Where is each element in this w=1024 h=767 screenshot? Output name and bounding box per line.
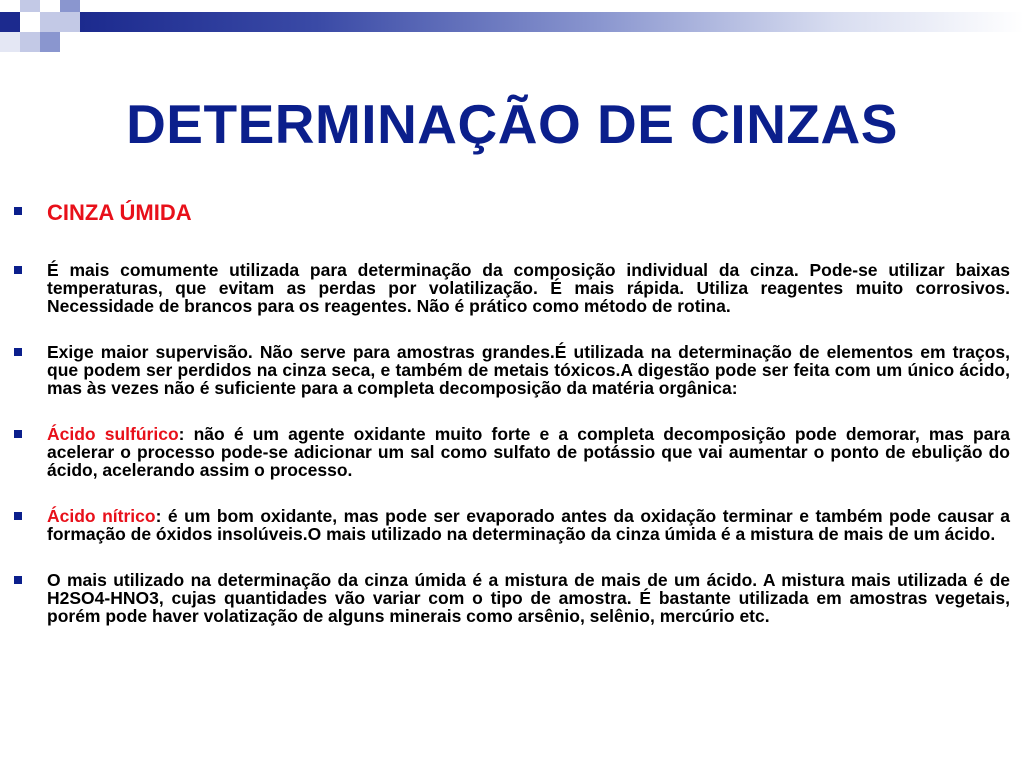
bullet-text: : é um bom oxidante, mas pode ser evaporado antes da oxidação terminar e também pode causar a formação de óxidos insolúveis.O mais utilizado na determinação da cinza úmida é a mistura de mais de um ácido.: [47, 506, 1011, 544]
corner-square-pale: [0, 32, 20, 52]
square-bullet-icon: [14, 348, 22, 356]
square-bullet-icon: [14, 576, 22, 584]
slide-title: DETERMINAÇÃO DE CINZAS: [126, 93, 898, 155]
corner-square-mid: [40, 32, 60, 52]
bullet-item: [14, 261, 1010, 315]
square-bullet-icon: [14, 266, 22, 274]
corner-square-light: [40, 12, 60, 32]
bullet-text: O mais utilizado na determinação da cinza úmida é a mistura de mais de um ácido. A mistura mais utilizada é de H2SO4-HNO3, cujas quantidades vão variar com o tipo de amostra. É bastante utilizada em amostras vegetais, porém pode haver volatização de alguns minerais como arsênio, selênio, mercúrio etc.: [47, 570, 1010, 626]
square-bullet-icon: [14, 207, 22, 215]
square-bullet-icon: [14, 430, 22, 438]
bullet-item: [14, 507, 1010, 543]
corner-square-light: [20, 0, 40, 12]
bullet-label-sulfuric: Ácido sulfúrico: [47, 424, 179, 444]
header-gradient-band: [80, 12, 1024, 32]
bullet-list: [14, 198, 1010, 625]
bullet-label-nitric: Ácido nítrico: [47, 506, 156, 526]
bullet-text: É mais comumente utilizada para determinação da composição individual da cinza. Pode-se utilizar baixas temperaturas, que evitam as perdas por volatilização. É mais rápida. Utiliza reagentes muito corrosivos. Necessidade de brancos para os reagentes. Não é prático como método de rotina.: [47, 260, 1010, 316]
bullet-item: [14, 571, 1010, 625]
bullet-text: : não é um agente oxidante muito forte e a completa decomposição pode demorar, mas para acelerar o processo pode-se adicionar um sal como sulfato de potássio que vai aumentar o ponto de ebulição do ácido, acelerando assim o processo.: [47, 424, 1011, 480]
bullet-item-heading: [14, 198, 1010, 228]
corner-square-light: [20, 32, 40, 52]
bullet-text: Exige maior supervisão. Não serve para amostras grandes.É utilizada na determinação de elementos em traços, que podem ser perdidos na cinza seca, e também de metais tóxicos.A digestão pode ser feita com um único ácido, mas às vezes não é suficiente para a completa decomposição da matéria orgânica:: [47, 342, 1010, 398]
corner-square-light: [60, 12, 80, 32]
section-heading: CINZA ÚMIDA: [47, 200, 192, 225]
corner-square-mid: [60, 0, 80, 12]
bullet-item: [14, 425, 1010, 479]
bullet-item: [14, 343, 1010, 397]
square-bullet-icon: [14, 512, 22, 520]
corner-square-dark: [0, 12, 20, 32]
